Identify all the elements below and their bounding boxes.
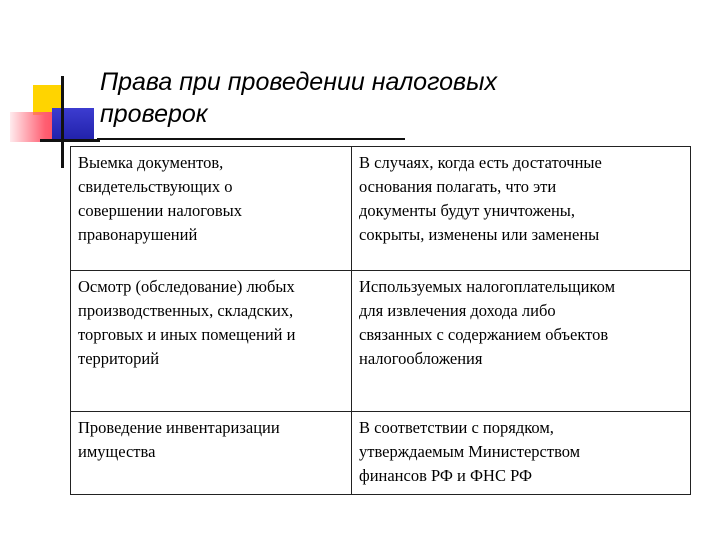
table-row (71, 147, 691, 271)
action-cell (71, 412, 352, 495)
cell-line: имущества (78, 442, 156, 461)
cell-line: утверждаемым Министерством (359, 442, 581, 461)
cell-line: Осмотр (обследование) любых (78, 277, 295, 296)
cell-line: В случаях, когда есть достаточные (359, 153, 602, 172)
cell-line: свидетельствующих о (78, 177, 233, 196)
cell-line: В соответствии с порядком, (359, 418, 554, 437)
cell-line: совершении налоговых (78, 201, 243, 220)
cell-line: связанных с содержанием объектов (359, 325, 609, 344)
slide-title-line-1: Права при проведении налоговых (100, 68, 497, 96)
cell-line: документы будут уничтожены, (359, 201, 576, 220)
slide-title (100, 66, 660, 130)
decorative-logo (0, 0, 110, 170)
condition-cell (352, 147, 691, 271)
logo-vertical-line (61, 76, 64, 168)
logo-horizontal-line (40, 139, 100, 142)
condition-cell (352, 412, 691, 495)
condition-cell (352, 271, 691, 412)
action-cell (71, 147, 352, 271)
cell-line: территорий (78, 349, 160, 368)
cell-line: Используемых налогоплательщиком (359, 277, 616, 296)
action-cell (71, 271, 352, 412)
rights-table (70, 146, 691, 495)
cell-line: налогообложения (359, 349, 483, 368)
table-row (71, 412, 691, 495)
cell-line: сокрыты, изменены или заменены (359, 225, 600, 244)
title-underline (97, 138, 405, 140)
cell-line: Выемка документов, (78, 153, 224, 172)
cell-line: производственных, складских, (78, 301, 294, 320)
slide-title-line-2: проверок (100, 100, 208, 128)
cell-line: правонарушений (78, 225, 198, 244)
table-row (71, 271, 691, 412)
cell-line: Проведение инвентаризации (78, 418, 280, 437)
blue-square-shape (52, 108, 94, 142)
cell-line: торговых и иных помещений и (78, 325, 296, 344)
cell-line: финансов РФ и ФНС РФ (359, 466, 533, 485)
cell-line: для извлечения дохода либо (359, 301, 556, 320)
cell-line: основания полагать, что эти (359, 177, 557, 196)
